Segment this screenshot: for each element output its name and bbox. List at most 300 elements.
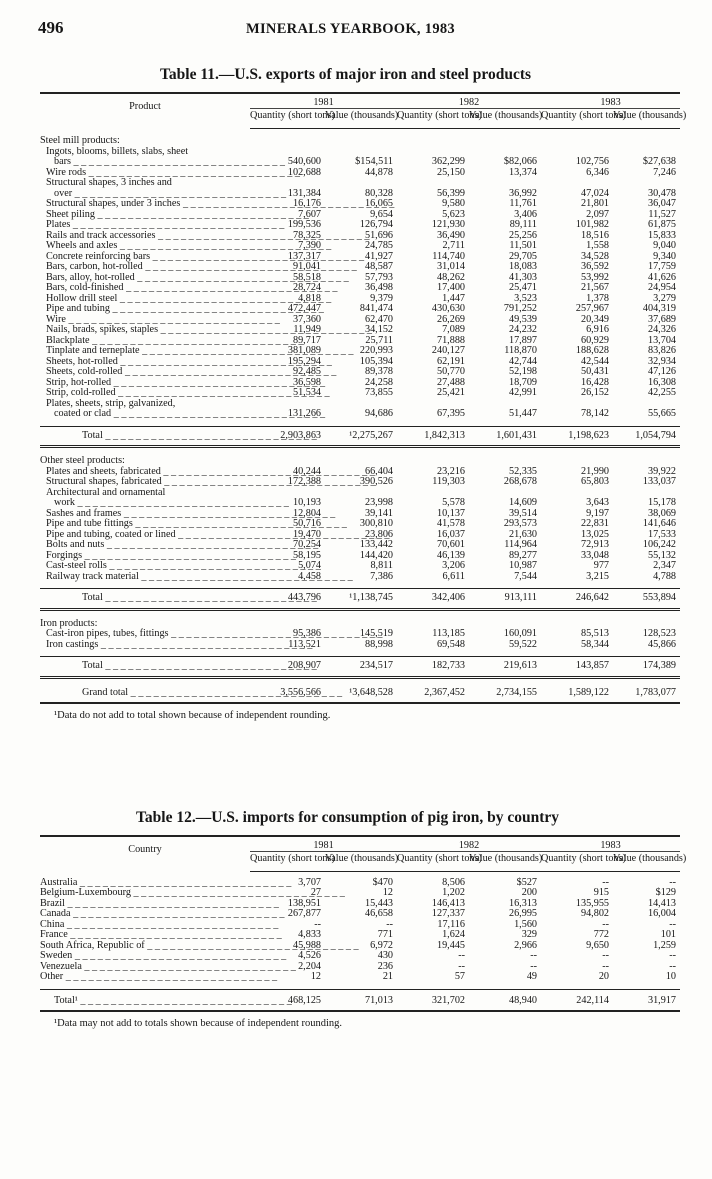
value-cell: 48,940 [469, 989, 541, 1011]
value-cell: 73,855 [364, 387, 393, 398]
value-cell: 9,580 [442, 198, 465, 209]
value-cell: 144,420 [359, 549, 393, 561]
value-cell: 977 [593, 560, 609, 571]
value-cell: 362,299 [431, 156, 465, 167]
value-cell: 69,548 [436, 638, 465, 650]
table-row-label-text: Structural shapes, fabricated _ _ _ [46, 476, 376, 487]
value-cell: 23,216 [436, 465, 465, 477]
value-cell: 18,516 [580, 229, 609, 241]
value-cell: 15,178 [647, 497, 676, 508]
value-cell: 7,544 [514, 570, 537, 582]
value-cell: 390,526 [359, 476, 393, 487]
total-row-label-text: Total¹ _ _ _ [54, 995, 292, 1006]
value-cell: 46,658 [364, 908, 393, 919]
value-cell: -- [530, 950, 537, 961]
value-cell: 553,894 [613, 589, 680, 610]
value-cell: 36,598 [292, 376, 321, 388]
value-cell: 4,833 [298, 929, 321, 940]
value-cell: -- [602, 950, 609, 961]
value-cell: 101,982 [575, 219, 609, 230]
value-cell: 36,592 [580, 261, 609, 272]
value-cell: 20,349 [580, 313, 609, 325]
value-cell: 34,528 [580, 250, 609, 262]
value-cell: 18,709 [508, 376, 537, 388]
value-cell: 39,141 [364, 507, 393, 519]
value-cell: 29,705 [508, 250, 537, 262]
value-cell: 80,328 [364, 187, 393, 199]
value-cell: 6,916 [586, 324, 609, 335]
value-cell: 61,875 [647, 219, 676, 230]
value-cell: 12,804 [292, 507, 321, 519]
value-cell: 92,485 [292, 366, 321, 377]
spacer-cell [397, 677, 469, 685]
table-row-label-text: Pipe and tubing _ _ _ [46, 303, 324, 314]
value-cell: 27,488 [436, 376, 465, 388]
value-cell: 55,132 [647, 549, 676, 561]
value-cell: 220,993 [359, 345, 393, 356]
value-cell: 21 [382, 971, 393, 982]
value-cell: 58,344 [580, 638, 609, 650]
value-cell: 131,384 [287, 187, 321, 199]
value-cell: 85,513 [580, 628, 609, 639]
value-cell: 44,878 [364, 166, 393, 178]
value-cell: -- [530, 960, 537, 972]
value-cell: 21,630 [508, 528, 537, 540]
page-number: 496 [38, 18, 64, 37]
section-heading-label-text: Other steel products: [40, 455, 125, 466]
spacer-cell [469, 677, 541, 685]
value-cell: 300,810 [359, 518, 393, 529]
total-row-label [40, 657, 250, 678]
value-cell: 11,501 [509, 240, 537, 251]
year-header: 1981 [250, 93, 397, 109]
quantity-header: Quantity (short tons) [397, 852, 469, 872]
value-cell: 28,724 [292, 282, 321, 293]
value-cell: -- [669, 960, 676, 972]
empty-cell [397, 128, 469, 147]
value-cell: 133,442 [359, 539, 393, 550]
value-header: Value (thousands) [325, 109, 397, 129]
value-cell: 26,995 [508, 908, 537, 919]
value-cell: 45,988 [292, 939, 321, 951]
value-cell: 34,152 [364, 324, 393, 335]
value-cell: 24,232 [508, 324, 537, 335]
value-cell: 58,195 [292, 549, 321, 561]
value-cell: 11,761 [509, 198, 537, 209]
value-cell: -- [669, 876, 676, 888]
value-cell: 45,866 [647, 638, 676, 650]
value-cell: 114,740 [432, 250, 465, 262]
value-cell: 138,951 [287, 897, 321, 909]
value-cell: 18,083 [508, 261, 537, 272]
value-cell: 9,654 [370, 208, 393, 220]
quantity-header: Quantity (short tons) [397, 109, 469, 129]
value-cell: 95,386 [292, 628, 321, 639]
stub-head: Product [129, 101, 161, 112]
value-cell: 101 [660, 929, 676, 940]
value-cell: 42,991 [508, 387, 537, 398]
value-cell: 2,903,863 [250, 426, 325, 447]
table-row-label-text: Brazil _ _ _ [40, 898, 279, 909]
value-cell: 102,756 [575, 156, 609, 167]
value-cell: 46,139 [436, 549, 465, 561]
value-cell: 771 [377, 929, 393, 940]
value-cell: 468,125 [250, 989, 325, 1011]
value-cell: 14,413 [647, 897, 676, 909]
value-cell: 7,607 [298, 208, 321, 220]
value-cell: 5,578 [442, 497, 465, 508]
value-cell: 2,367,452 [397, 685, 469, 704]
table-row-label-text: Australia _ _ _ [40, 877, 291, 888]
value-cell: 540,600 [287, 156, 321, 167]
value-cell: 71,013 [325, 989, 397, 1011]
value-cell: $27,638 [642, 156, 676, 167]
running-head: MINERALS YEARBOOK, 1983 [246, 21, 455, 37]
value-cell: 404,319 [642, 303, 676, 314]
value-cell: 52,335 [508, 465, 537, 477]
value-cell: 16,313 [508, 897, 537, 909]
total-row-label-text: Total _ _ _ [82, 660, 317, 671]
value-cell: 24,258 [364, 376, 393, 388]
value-cell: 7,089 [442, 324, 465, 335]
value-cell: 3,215 [586, 570, 609, 582]
value-cell: 443,796 [250, 589, 325, 610]
year-header: 1983 [541, 93, 680, 109]
year-header: 1983 [541, 836, 680, 852]
empty-cell [541, 447, 613, 467]
grand-total-row [40, 685, 680, 704]
table-row-label-text: Wheels and axles _ _ _ [46, 240, 331, 251]
value-cell: 10,137 [436, 507, 465, 519]
value-cell: 36,047 [647, 198, 676, 209]
empty-cell [469, 447, 541, 467]
table-row-label-text: South Africa, Republic of _ _ _ [40, 940, 359, 951]
table-row-part-label-text: Ingots, blooms, billets, slabs, sheet [46, 145, 189, 157]
value-cell: 126,794 [359, 219, 393, 230]
table-row-label-text: Pipe and tube fittings _ _ _ [46, 518, 347, 529]
value-cell: 200 [521, 887, 537, 898]
value-cell: 50,770 [436, 366, 465, 377]
value-cell: 841,474 [359, 303, 393, 314]
table-row-label-text: France _ _ _ [40, 929, 282, 940]
table-row-label-text: Bolts and nuts _ _ _ [46, 539, 318, 550]
value-cell: 5,623 [442, 208, 465, 220]
value-cell: 7,246 [653, 166, 676, 178]
table-row-label-text: Concrete reinforcing bars _ _ _ [46, 251, 364, 262]
value-cell: 36,498 [364, 282, 393, 293]
value-cell: 381,089 [287, 345, 321, 356]
value-cell: 42,544 [580, 355, 609, 367]
table-row [40, 409, 680, 420]
value-header: Value (thousands) [613, 852, 680, 872]
value-cell: 71,888 [436, 334, 465, 346]
value-cell: 2,097 [586, 208, 609, 220]
value-cell: 118,870 [504, 345, 537, 356]
value-cell: 21,801 [580, 198, 609, 209]
value-cell: 24,785 [364, 240, 393, 251]
value-cell: 94,802 [580, 908, 609, 919]
value-cell: 1,624 [442, 929, 465, 940]
value-cell: 51,696 [364, 229, 393, 241]
value-cell: 16,037 [436, 528, 465, 540]
table-row-part-label-text: Architectural and ornamental [46, 486, 166, 498]
value-cell: 23,998 [364, 497, 393, 508]
empty-cell [613, 447, 680, 467]
table-row-label-text: Sashes and frames _ _ _ [46, 508, 335, 519]
value-cell: 1,198,623 [541, 426, 613, 447]
year-header: 1981 [250, 836, 397, 852]
table-row-label-text: Cast-steel rolls _ _ _ [46, 560, 321, 571]
empty-cell [469, 178, 541, 189]
value-cell: 33,048 [580, 549, 609, 561]
value-cell: 12 [310, 971, 321, 982]
value-cell: 65,803 [580, 476, 609, 487]
value-cell: 25,256 [508, 229, 537, 241]
value-cell: 3,523 [514, 292, 537, 304]
table-row-part-label-text: Plates, sheets, strip, galvanized, [46, 397, 176, 409]
table-row-label-text: Cast-iron pipes, tubes, fittings _ _ _ [46, 628, 382, 639]
value-cell: 89,717 [292, 334, 321, 346]
value-cell: 11,527 [648, 208, 676, 220]
value-cell: 2,204 [298, 960, 321, 972]
value-cell: 1,447 [442, 292, 465, 304]
value-cell: 23,806 [364, 528, 393, 540]
table-row-label-text: Pipe and tubing, coated or lined _ _ _ [46, 529, 390, 540]
value-cell: 32,934 [647, 355, 676, 367]
value-cell: 106,242 [642, 539, 676, 550]
value-cell: 30,478 [647, 187, 676, 199]
table-row-label-text: Strip, cold-rolled _ _ _ [46, 387, 330, 398]
empty-cell [613, 178, 680, 189]
value-cell: 17,759 [647, 261, 676, 272]
value-cell: 17,400 [436, 282, 465, 293]
value-cell: 137,317 [287, 250, 321, 262]
empty-cell [397, 178, 469, 189]
value-cell: 119,303 [432, 476, 465, 487]
value-cell: 41,578 [436, 518, 465, 529]
value-cell: 26,152 [580, 387, 609, 398]
value-cell: 70,254 [292, 539, 321, 550]
value-cell: 19,470 [292, 528, 321, 540]
value-cell: 48,587 [364, 261, 393, 272]
value-cell: 182,733 [397, 657, 469, 678]
value-cell: -- [669, 918, 676, 930]
value-cell: 430,630 [431, 303, 465, 314]
value-cell: 342,406 [397, 589, 469, 610]
value-cell: 17,897 [508, 334, 537, 346]
value-cell: 208,907 [250, 657, 325, 678]
value-cell: 4,818 [298, 292, 321, 304]
value-cell: 8,811 [370, 560, 393, 571]
value-cell: 1,560 [514, 918, 537, 930]
value-cell: 78,142 [580, 408, 609, 419]
empty-cell [325, 447, 397, 467]
table12-title: Table 12.—U.S. imports for consumption of pig iron, by country [136, 809, 560, 826]
quantity-header: Quantity (short tons) [541, 109, 613, 129]
value-cell: 13,025 [580, 528, 609, 540]
value-cell: -- [602, 918, 609, 930]
empty-cell [613, 609, 680, 629]
value-cell: 2,347 [653, 560, 676, 571]
value-cell: 234,517 [325, 657, 397, 678]
table-row-label-text: Other _ _ _ [40, 971, 277, 982]
value-cell: 41,927 [364, 250, 393, 262]
value-cell: 13,374 [508, 166, 537, 178]
value-cell: $527 [516, 876, 537, 888]
table-row-label [40, 640, 250, 651]
value-cell: 70,601 [436, 539, 465, 550]
value-cell: 24,954 [647, 282, 676, 293]
value-cell: 268,678 [503, 476, 537, 487]
value-cell: 89,378 [364, 366, 393, 377]
value-cell: 1,558 [586, 240, 609, 251]
value-cell: -- [458, 960, 465, 972]
value-cell: 42,744 [508, 355, 537, 367]
value-cell: 113,185 [432, 628, 465, 639]
value-cell: 9,650 [586, 939, 609, 951]
value-cell: 329 [521, 929, 537, 940]
value-cell: 20 [598, 971, 609, 982]
value-cell: 6,611 [442, 570, 465, 582]
value-cell: 430 [377, 950, 393, 961]
table-row-label-text: Wire rods _ _ _ [46, 167, 300, 178]
empty-cell [541, 609, 613, 629]
table-row-label-text: Hollow drill steel _ _ _ [46, 293, 331, 304]
value-cell: 38,069 [647, 507, 676, 519]
value-cell: 21,567 [580, 282, 609, 293]
value-cell: 49,539 [508, 313, 537, 325]
total-row-label-text: Total _ _ _ [82, 430, 317, 441]
value-cell: 56,399 [436, 187, 465, 199]
value-cell: 121,930 [431, 219, 465, 230]
empty-cell [325, 128, 397, 147]
table-row-label [40, 972, 250, 983]
value-cell: 16,004 [647, 908, 676, 919]
value-cell: 174,389 [613, 657, 680, 678]
value-cell: -- [602, 876, 609, 888]
value-cell: 67,395 [436, 408, 465, 419]
value-cell: 51,534 [292, 387, 321, 398]
value-cell: -- [602, 960, 609, 972]
value-cell: 10 [665, 971, 676, 982]
value-cell: 791,252 [503, 303, 537, 314]
table-row-label-text: China _ _ _ [40, 919, 278, 930]
value-cell: 2,966 [514, 939, 537, 951]
value-cell: 40,244 [292, 465, 321, 477]
value-cell: 55,665 [647, 408, 676, 419]
value-cell: 915 [593, 887, 609, 898]
value-cell: 127,337 [431, 908, 465, 919]
value-cell: 293,573 [503, 518, 537, 529]
value-cell: 16,065 [364, 198, 393, 209]
value-header: Value (thousands) [613, 109, 680, 129]
value-cell: 188,628 [575, 345, 609, 356]
value-cell: 59,522 [508, 638, 537, 650]
value-cell: 105,394 [359, 355, 393, 367]
table-row-label-text: Tinplate and terneplate _ _ _ [46, 345, 354, 356]
value-cell: 13,704 [647, 334, 676, 346]
value-cell: 12 [382, 887, 393, 898]
value-cell: 25,421 [436, 387, 465, 398]
value-cell: 22,831 [580, 518, 609, 529]
value-cell: 16,176 [292, 198, 321, 209]
empty-cell [469, 609, 541, 629]
value-cell: 31,917 [613, 989, 680, 1011]
table11-title: Table 11.—U.S. exports of major iron and steel products [160, 66, 532, 83]
section-heading-label-text: Steel mill products: [40, 135, 120, 146]
value-cell: 58,518 [292, 271, 321, 283]
value-cell: 57 [454, 971, 465, 982]
value-cell: 88,998 [364, 638, 393, 650]
grand-total-row-label [40, 685, 250, 704]
value-cell: 267,877 [287, 908, 321, 919]
table-row-label-text: Plates and sheets, fabricated _ _ _ [46, 466, 375, 477]
value-cell: 10,987 [508, 560, 537, 571]
section-heading [40, 609, 680, 629]
value-cell: 53,992 [580, 271, 609, 283]
year-header: 1982 [397, 836, 541, 852]
value-cell: 26,269 [436, 313, 465, 325]
value-cell: 6,972 [370, 939, 393, 951]
value-cell: $470 [372, 876, 393, 888]
value-cell: 1,601,431 [469, 426, 541, 447]
empty-cell [250, 609, 325, 629]
table-row-label-text: Nails, brads, spikes, staples _ _ _ [46, 324, 372, 335]
value-cell: 236 [377, 960, 393, 972]
value-cell: 1,378 [586, 292, 609, 304]
table-row-label-text: Bars, cold-finished _ _ _ [46, 282, 337, 293]
value-cell: $154,511 [355, 156, 393, 167]
table-row-label-text: Bars, alloy, hot-rolled _ _ _ [46, 272, 349, 283]
table-row-label-text: coated or clad _ _ _ [54, 408, 325, 419]
value-cell: 3,406 [514, 208, 537, 220]
value-cell: 9,040 [653, 240, 676, 251]
value-cell: 114,964 [504, 539, 537, 550]
value-cell: 7,386 [370, 570, 393, 582]
total-row-label [40, 589, 250, 610]
spacer-cell [250, 677, 325, 685]
empty-cell [325, 178, 397, 189]
value-cell: 39,514 [508, 507, 537, 519]
value-cell: 42,255 [647, 387, 676, 398]
value-cell: 4,788 [653, 570, 676, 582]
total-row-label [40, 989, 250, 1011]
value-cell: 1,842,313 [397, 426, 469, 447]
value-cell: 41,303 [508, 271, 537, 283]
table12-footnote: ¹Data may not add to totals shown because of independent rounding. [54, 1018, 343, 1029]
value-cell: 24,326 [647, 324, 676, 335]
section-heading-label-text: Iron products: [40, 617, 98, 629]
spacer-cell [325, 677, 397, 685]
value-header: Value (thousands) [469, 109, 541, 129]
value-cell: 11,949 [293, 324, 321, 335]
stub-head: Country [128, 844, 162, 855]
value-cell: 240,127 [431, 345, 465, 356]
table-row-label-text: Bars, carbon, hot-rolled _ _ _ [46, 261, 357, 272]
value-cell: 146,413 [431, 897, 465, 909]
value-cell: 17,533 [647, 528, 676, 540]
value-cell: 199,536 [287, 219, 321, 230]
value-cell: 128,523 [642, 628, 676, 639]
empty-cell [397, 447, 469, 467]
table-row-label-text: Belgium-Luxembourg _ _ _ [40, 887, 345, 898]
quantity-header: Quantity (short tons) [541, 852, 613, 872]
value-cell: 143,857 [541, 657, 613, 678]
value-cell: $82,066 [503, 156, 537, 167]
total-row [40, 657, 680, 678]
value-cell: 4,458 [298, 570, 321, 582]
empty-cell [325, 609, 397, 629]
